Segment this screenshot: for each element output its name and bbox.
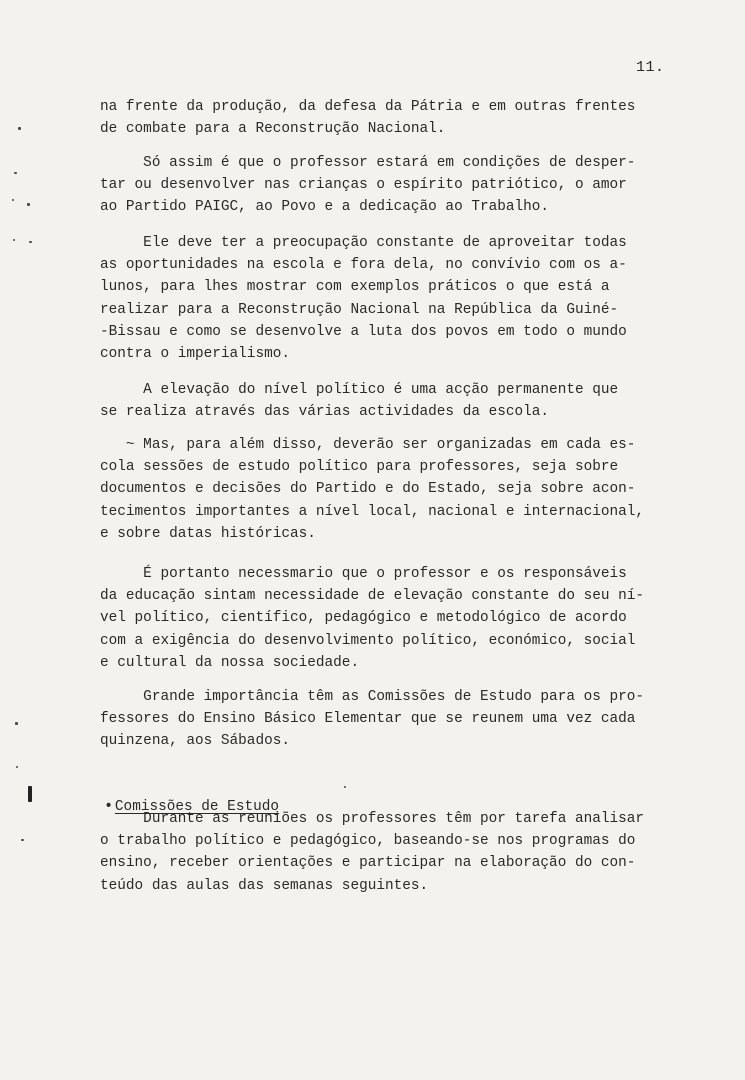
scan-speck: [15, 722, 18, 725]
paragraph-7: [100, 686, 675, 753]
paragraph-5: [100, 434, 675, 545]
text-line: de combate para a Reconstrução Nacional.: [100, 121, 446, 138]
scan-speck: [14, 172, 17, 174]
text-line: -Bissau e como se desenvolve a luta dos povos em todo o mundo: [100, 323, 627, 340]
scan-speck: [12, 199, 14, 201]
binding-hole-mark: [28, 786, 32, 802]
paragraph-6: [100, 563, 675, 674]
text-line: cola sessões de estudo político para professores, seja sobre: [100, 459, 619, 476]
section-paragraph: [100, 808, 675, 897]
text-line: Ele deve ter a preocupação constante de aproveitar todas: [100, 235, 627, 251]
text-line: e sobre datas históricas.: [100, 525, 316, 542]
text-line: as oportunidades na escola e fora dela, no convívio com os a-: [100, 257, 627, 274]
text-line: na frente da produção, da defesa da Pátria e em outras frentes: [100, 99, 636, 115]
scan-speck: [29, 241, 32, 243]
scan-speck: [18, 127, 21, 130]
text-line: ensino, receber orientações e participar na elaboração do con-: [100, 855, 636, 872]
text-line: fessores do Ensino Básico Elementar que se reunem uma vez cada: [100, 711, 636, 728]
text-line: É portanto necessmario que o professor e os responsáveis: [100, 566, 627, 582]
text-line: ao Partido PAIGC, ao Povo e a dedicação ao Trabalho.: [100, 199, 550, 216]
scan-speck: [344, 786, 346, 788]
page-number: 11.: [636, 59, 665, 76]
text-line: documentos e decisões do Partido e do Estado, seja sobre acon-: [100, 481, 636, 498]
section-title: Comissões de Estudo: [114, 799, 280, 815]
paragraph-4: [100, 379, 675, 423]
text-line: ~ Mas, para além disso, deverão ser organizadas em cada es-: [100, 437, 636, 453]
text-line: realizar para a Reconstrução Nacional na República da Guiné-: [100, 301, 619, 318]
text-line: da educação sintam necessidade de elevação constante do seu ní-: [100, 588, 645, 605]
text-line: lunos, para lhes mostrar com exemplos práticos o que está a: [100, 279, 610, 296]
paragraph-3: [100, 232, 675, 365]
text-line: se realiza através das várias actividades da escola.: [100, 404, 550, 421]
text-line: contra o imperialismo.: [100, 346, 290, 363]
text-line: teúdo das aulas das semanas seguintes.: [100, 877, 429, 894]
text-line: A elevação do nível político é uma acção permanente que: [100, 382, 619, 398]
scan-speck: [13, 239, 15, 241]
text-line: o trabalho político e pedagógico, baseando-se nos programas do: [100, 833, 636, 850]
text-line: com a exigência do desenvolvimento político, económico, social: [100, 632, 636, 649]
scan-speck: [27, 203, 30, 206]
text-line: vel político, científico, pedagógico e metodológico de acordo: [100, 610, 627, 627]
text-line: e cultural da nossa sociedade.: [100, 654, 360, 671]
text-line: quinzena, aos Sábados.: [100, 733, 290, 750]
scan-speck: [16, 766, 18, 768]
text-line: Grande importância têm as Comissões de Estudo para os pro-: [100, 689, 645, 705]
text-line: Só assim é que o professor estará em condições de desper-: [100, 155, 636, 171]
paragraph-2: [100, 152, 675, 219]
scan-speck: [21, 839, 24, 841]
text-line: tecimentos importantes a nível local, nacional e internacional,: [100, 503, 645, 520]
text-line: tar ou desenvolver nas crianças o espírito patriótico, o amor: [100, 177, 627, 194]
bullet-icon: •: [104, 799, 113, 815]
text-line: Durante as reuniões os professores têm por tarefa analisar: [100, 811, 645, 827]
paragraph-1: [100, 96, 675, 140]
